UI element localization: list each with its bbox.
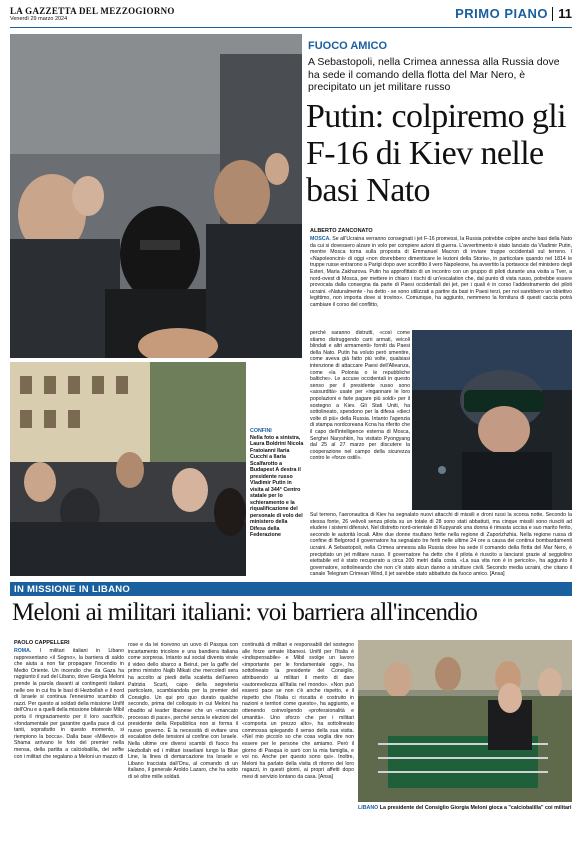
photo-moscow-scene — [10, 34, 302, 358]
section-divider — [552, 7, 554, 21]
top-story-kicker: FUOCO AMICO — [308, 40, 388, 52]
masthead — [10, 6, 572, 28]
photo-budapest — [10, 362, 246, 576]
caption-libano-text: La presidente del Consiglio Giorgia Meloni gioca a "calciobalilla" coi militari — [379, 805, 572, 811]
top-story-body-3 — [310, 512, 572, 576]
top-story-text-2: perché saranno distrutti, «così come stiamo distruggendo carri armati, veicoli blindati e altri armamenti» forniti da Paesi della Nato. Putin ha voluto però smentire, come aveva già fatto più volte, qualsiasi intenzione di attaccare Paesi dell'Alleanza, come «la Polonia o le repubbliche baltiche». Le accuse occidentali in questo senso per il presidente russo sono «assurdità» usate per «ingannare le loro popolazioni e farle pagare più soldi» per il sostegno a Kiev. Gli Stati Uniti, ha sottolineato, spendono per la difesa «dieci volte di più» della Russia. Intanto l'agenzia di stampa nordcoreana Kcna ha riferito che il capo dell'intelligence esterna di Mosca, Serghei Naryshkin, ha visitato Pyongyang dal 25 al 27 marzo per discutere la cooperazione nel campo della sicurezza contro le «forze ostili». — [310, 330, 410, 462]
bottom-story-dateline: ROMA. — [14, 648, 32, 654]
bottom-story-byline: PAOLO CAPPELLERI — [14, 640, 70, 646]
bottom-story-text-2: rose e da lei ricevono un uovo di Pasqua con incartamento tricolore e una bandiera italiana come sorpresa. Intanto sul social diventa virale il video dello sbarco a Beirut, per la gaffe del primo ministro Najib Mikati che mercoledì sera ha accolto ai piedi della scaletta dell'aereo Patrizia Scurti, capo della segreteria particolare, scambiandola per la premier del Consiglio. Un qui pro quo durato qualche secondo, prima del colloquio in cui Meloni ha ribadito al leader libanese che un «mancato processo di pace», perché senza le elezioni del presidente della Repubblica non si forma il nuovo governo. È la necessità di evitare una escalation delle tensioni al confine con Israele. Nella ultime ore diversi scambi di fuoco fra Hezbollah ed i militari israeliani lungo la Blue Line, la linea di demarcazione tra Israele e Libano tracciata dall'Onu, al comando di un italiano, il generale Aroldo Lazaro, che ha sotto di sé oltre mille soldati. — [128, 642, 238, 780]
bottom-story-body-2 — [128, 642, 238, 836]
section-band — [10, 582, 572, 596]
top-story-dateline: MOSCA. — [310, 236, 331, 242]
photo-putin-simulator — [412, 330, 572, 510]
caption-libano-title: LIBANO — [358, 805, 379, 811]
caption-text: Nella foto a sinistra, Laura Boldrini Nicola Fratoianni Ilaria Cucchi a Ilaria Scalfarotto a Budapest A destra il presidente russo Vladimir Putin in visita al 344° Centro statale per lo schieramento e la riqualificazione del personale di volo del ministero della Difesa della Federazione — [250, 434, 304, 538]
top-story-credit: [Ansa] — [489, 571, 505, 576]
section-name: PRIMO PIANO — [455, 6, 548, 21]
top-story-headline: Putin: colpiremo gli F-16 di Kiev nelle basi Nato — [306, 98, 566, 209]
issue-date: Venerdì 29 marzo 2024 — [10, 16, 68, 22]
caption-confini — [250, 428, 304, 539]
caption-libano — [358, 805, 572, 811]
page-number: 11 — [558, 6, 572, 21]
photo-lebanon-foosball — [358, 640, 572, 802]
top-story-byline: ALBERTO ZANCONATO — [310, 228, 373, 234]
newspaper-title: LA GAZZETTA DEL MEZZOGIORNO — [10, 6, 175, 16]
bottom-story-body-1 — [14, 648, 124, 836]
section-band-label: IN MISSIONE IN LIBANO — [14, 584, 131, 595]
top-story-body-1 — [310, 236, 572, 328]
bottom-story-headline: Meloni ai militari italiani: voi barriera all'incendio — [12, 599, 478, 626]
top-story-text-1: Se all'Ucraina verranno consegnati i jet F-16 promessi, la Russia potrebbe colpire anche basi della Nato da cui si dovessero alzare in volo per compiere azioni di guerra. L'avvertimento è stato lanciato da Vladimir Putin, mentre Mosca torna sulla proposta di Emmanuel Macron di inviare truppe occidentali sul terreno. I «Napoleoncini» di oggi «non dovrebbero dimenticare le lezioni della Storia», in particolare quando nel 1814 le truppe russe entrarono a Parigi dopo aver sconfitto il vero Napoleone, ha avvertito la portavoce del ministero degli Esteri, Maria Zakharova. Putin ha approfittato di un incontro con un gruppo di piloti durante una visita a Tver, a nord-ovest di Mosca, per mettere in chiaro i rischi di un'escalation che, dal punto di vista russo, potrebbe essere provocata dalla consegna da parte di Paesi occidentali dei jet, per i quali è in corso l'addestramento dei piloti ucraini. «Naturalmente - ha detto - se sono utilizzati a partire da basi in Paesi terzi, per noi sarebbero un obiettivo legittimo, non importa dove si trovino». Comunque, ha aggiunto, nemmeno la fornitura di questi caccia potrà cambiare il corso del conflitto, — [310, 236, 572, 308]
top-story-text-3: Sul terreno, l'aeronautica di Kiev ha segnalato nuovi attacchi di missili e droni russi la scorsa notte. Secondo la stessa fonte, 26 velivoli senza pilota su un totale di 28 sono stati abbattuti, ma cinque missili sono riusciti ad eludere i sistemi difensivi. Nel distretto nord-orientale di Kupyansk una donna è rimasta uccisa e suo marito ferito, secondo le autorità locali. Altre due donne risultano ferite nella regione di Zaporizhzhia. Nella regione russa di confine di Belgorod il governatore ha segnalato tre feriti nelle ultime 24 ore a causa dei continui bombardamenti ucraini. A Sebastopoli, nella Crimea annessa alla Russia dove ha sede il comando della flotta del Mar Nero, è precipitato un jet militare russo. Il governatore ha detto che il pilota è riuscito a lanciarsi grazie al seggiolino eiettabile ed è stato recuperato a circa 200 metri dalla costa. «La sua vita non è in pericolo», ha aggiunto il governatore, sottolineando che non c'è stato alcun danno a strutture civili. Secondo media ucraini, che citano il canale Telegram Crimean Wind, il jet sarebbe stato abbattuto da fuoco amico. — [310, 512, 572, 576]
top-story-summary: A Sebastopoli, nella Crimea annessa alla Russia dove ha sede il comando della flotta del Mar Nero, è precipitato un jet militare russo — [308, 56, 560, 93]
bottom-story-text-3: continuità di militari e responsabili del sostegno alle forze armate libanesi. Unifil per l'Italia è «indispensabile» e Mibil svolge un lavoro «importante per le fondamentale oggi», ha sottolineato la presidente del Consiglio, attribuendo ai militari il merito di dare «autorevolezza all'Italia nel mondo». «Non può esserci pace se non c'è anche rispetto, e il rispetto che l'Italia ci riscatta è costruito in nazioni e territori come questo», ha aggiunto, e ottenendo coinvolgendo «professionalità e umanità». Uno sforzo che per i militari «comporta un prezzo alto», ha sottolineato commossa spiegando il senso della sua visita. «Nel mio piccolo so che cosa voglia dire non essere per le persone che amiamo. Però il giorno di Pasqua io sarò con la mia famiglia, e voi no. Anche per questo sono qui». Inoltre, Meloni ha parlato della visita di ritorno dei loro ragazzi, in questi giorni, ai propri affetti dopo mesi di servizio lontano da casa. — [242, 642, 354, 780]
bottom-story-body-3 — [242, 642, 354, 836]
caption-title: CONFINI — [250, 428, 272, 434]
top-story-body-2 — [310, 330, 410, 514]
bottom-story-credit: [Ansa] — [318, 773, 334, 780]
bottom-story-text-1: I militari italiani in Libano rappresentano «il Sogno», la barriera di saldo che aiuta a non far propagare l'incendio in Medio Oriente. Un incendio che da Gaza ha raggiunto il sud del Libano, dove Giorgia Meloni prende la parola davanti ai contingenti italiani nelle ore in cui fra le basi di Hezbollah e il nord di Israele si continua l'ennesimo scambio di razzi. Per questo ai soldati della missione Unifil dell'Onu e a quelli della missione bilaterale Mibil porta il ringraziamento per il loro sacrificio, «fondamentale per garantire quella pace di cui tanti, soprattutto in questo momento, si riempiono la bocca». Dalla base «Millevoi» di Shama arrivano le foto del premier nella mensa, della partita a calciobalilla, dei selfie con i militari che regalano a Meloni un mazzo di — [14, 648, 124, 760]
